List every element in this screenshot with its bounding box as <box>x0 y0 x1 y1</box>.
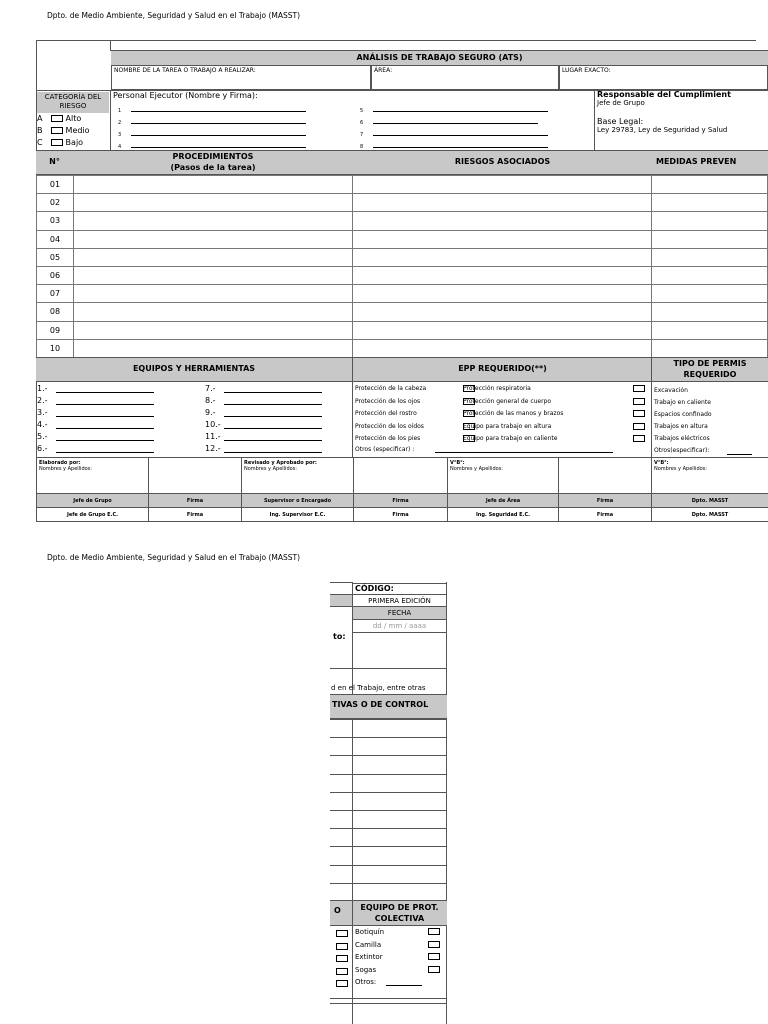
row-number: 01 <box>37 176 74 194</box>
collective-label: Botiquín <box>355 928 385 936</box>
risk-level-b: B Medio <box>37 126 90 135</box>
equipment-item <box>37 443 48 455</box>
title-top-strip <box>110 40 768 51</box>
procedure-cell[interactable] <box>74 212 353 230</box>
prepared-label: Elaborado por: <box>39 460 81 466</box>
row-number: 09 <box>37 321 74 339</box>
row-number: 02 <box>37 194 74 212</box>
epp-item <box>463 421 563 434</box>
table-row <box>37 194 768 212</box>
equipment-list-left <box>37 383 48 455</box>
personnel-numbers-left: 1 2 3 4 <box>118 108 122 150</box>
collective-item <box>355 951 445 964</box>
table-row <box>37 230 768 248</box>
risks-header: RIESGOS ASOCIADOS <box>454 157 551 166</box>
collective-label: Extintor <box>355 953 383 961</box>
signature-cell[interactable] <box>558 458 651 493</box>
procedure-cell[interactable] <box>74 230 353 248</box>
signature-role: Firma <box>148 494 241 508</box>
equipment-item <box>205 443 221 455</box>
page2-row-line <box>330 828 447 829</box>
epp-item <box>355 383 426 396</box>
equipment-number: 1.- <box>37 384 48 393</box>
collective-other <box>355 976 445 989</box>
personnel-line[interactable] <box>131 111 306 112</box>
measure-cell[interactable] <box>652 230 768 248</box>
checkbox[interactable] <box>51 139 63 146</box>
measure-cell[interactable] <box>652 321 768 339</box>
permit-item <box>654 385 712 397</box>
divider <box>352 900 353 1000</box>
divider <box>651 357 652 457</box>
page2-row-line <box>330 792 447 793</box>
equipment-number: 9.- <box>205 408 216 417</box>
personnel-line[interactable] <box>373 123 538 124</box>
epp-col2 <box>463 383 563 446</box>
signature-role: Firma <box>558 494 651 508</box>
checkbox[interactable] <box>336 930 348 937</box>
risk-cell[interactable] <box>353 194 652 212</box>
signature-role: Firma <box>353 508 447 522</box>
checkbox[interactable] <box>51 127 63 134</box>
name-hint: Nombres y Apellidos: <box>450 466 503 472</box>
table-row <box>37 176 768 194</box>
to-fragment: to: <box>333 632 346 641</box>
signature-role: Firma <box>353 494 447 508</box>
page2-row-line <box>330 774 447 775</box>
equipment-item <box>205 383 221 395</box>
permit-item <box>654 409 712 421</box>
risk-level-a: A Alto <box>37 114 82 123</box>
risk-cell[interactable] <box>353 266 652 284</box>
row-number: 08 <box>37 303 74 321</box>
equipment-item <box>37 419 48 431</box>
equipment-line[interactable] <box>56 428 154 429</box>
risk-levels <box>37 114 109 150</box>
procedure-cell[interactable] <box>74 339 353 357</box>
signature-cell[interactable] <box>241 458 353 493</box>
signature-role: Jefe de Grupo E.C. <box>36 508 148 522</box>
risk-cell[interactable] <box>353 176 652 194</box>
equipment-title: EQUIPOS Y HERRAMIENTAS <box>132 364 256 373</box>
signature-role: Jefe de Grupo <box>36 494 148 508</box>
collective-item <box>355 926 445 939</box>
measure-cell[interactable] <box>652 212 768 230</box>
signature-top-row <box>36 458 768 493</box>
signature-role: Firma <box>148 508 241 522</box>
procedure-cell[interactable] <box>74 321 353 339</box>
num-header: N° <box>49 157 60 166</box>
vobo-label: V°B°: <box>450 460 465 466</box>
signature-role: Dpto. MASST <box>651 508 768 522</box>
risk-cell[interactable] <box>353 285 652 303</box>
signature-role: Firma <box>558 508 651 522</box>
equipment-number: 8.- <box>205 396 216 405</box>
page2-row-line <box>330 883 447 884</box>
signature-row2 <box>36 508 768 522</box>
name-hint: Nombres y Apellidos: <box>244 466 297 472</box>
risk-cell[interactable] <box>353 303 652 321</box>
procedures-header: PROCEDIMIENTOS (Pasos de la tarea) <box>170 152 256 172</box>
equipment-line[interactable] <box>224 404 322 405</box>
code-label: CÓDIGO: <box>353 583 446 595</box>
permit-label: Otros(especificar): <box>654 447 710 454</box>
equipment-number: 12.- <box>205 444 221 453</box>
divider <box>330 998 447 999</box>
signature-row1 <box>36 494 768 508</box>
signature-cell[interactable] <box>447 458 558 493</box>
collective-other-line[interactable] <box>386 985 422 986</box>
epp-label: Protección general de cuerpo <box>463 397 552 405</box>
equipment-item <box>37 383 48 395</box>
epp-label: Protección del rostro <box>355 410 417 417</box>
equipment-line[interactable] <box>224 428 322 429</box>
exact-place-label: LUGAR EXACTO: <box>559 65 768 90</box>
risk-cell[interactable] <box>353 321 652 339</box>
page2-row-line <box>330 755 447 756</box>
task-name-label: NOMBRE DE LA TAREA O TRABAJO A REALIZAR: <box>111 65 371 90</box>
edition-label: PRIMERA EDICIÓN <box>353 595 446 607</box>
equipment-line[interactable] <box>56 440 154 441</box>
checkbox[interactable] <box>633 410 645 417</box>
epp-other: Otros (especificar) : <box>355 446 415 453</box>
divider <box>330 1003 447 1004</box>
table-row <box>37 212 768 230</box>
checkbox[interactable] <box>336 980 348 987</box>
page2-row-line <box>330 719 447 720</box>
equipment-number: 10.- <box>205 420 221 429</box>
equipment-line[interactable] <box>224 416 322 417</box>
reviewed-label: Revisado y Aprobado por: <box>244 460 317 466</box>
epp-item <box>355 408 426 421</box>
epp-item <box>463 408 563 421</box>
procedure-cell[interactable] <box>74 266 353 284</box>
procedure-cell[interactable] <box>74 194 353 212</box>
row-number: 04 <box>37 230 74 248</box>
checkbox[interactable] <box>428 953 440 960</box>
equipment-line[interactable] <box>224 452 322 453</box>
equipment-number: 2.- <box>37 396 48 405</box>
dept-header: Dpto. de Medio Ambiente, Seguridad y Salud en el Trabajo (MASST) <box>47 11 301 20</box>
collective-label: Sogas <box>355 965 377 974</box>
divider <box>110 90 111 150</box>
measures-fragment: TIVAS O DE CONTROL <box>332 700 429 709</box>
equipment-number: 6.- <box>37 444 48 453</box>
law-label: Ley 29783, Ley de Seguridad y Salud <box>597 126 728 134</box>
permit-title: TIPO DE PERMIS REQUERIDO <box>673 359 747 379</box>
table-row <box>37 303 768 321</box>
checkbox[interactable] <box>633 435 645 442</box>
collective-list <box>355 926 445 989</box>
table-row <box>37 285 768 303</box>
equipment-item <box>37 395 48 407</box>
permit-label: Trabajos en altura <box>654 423 708 430</box>
collective-item <box>355 964 445 977</box>
row-number: 10 <box>37 339 74 357</box>
epp-title: EPP REQUERIDO(**) <box>458 364 547 373</box>
checkbox[interactable] <box>336 955 348 962</box>
equipment-item <box>37 407 48 419</box>
collective-item <box>355 939 445 952</box>
signature-role: Ing. Seguridad E.C. <box>447 508 558 522</box>
equipment-item <box>205 407 221 419</box>
epp-label: Protección de los ojos <box>355 397 421 405</box>
procedure-cell[interactable] <box>74 176 353 194</box>
gray-fragment <box>330 594 352 607</box>
risk-category-label: CATEGORÍA DEL RIESGO <box>37 92 109 113</box>
measure-cell[interactable] <box>652 339 768 357</box>
permit-label: Espacios confinado <box>654 411 712 418</box>
measure-cell[interactable] <box>652 194 768 212</box>
collective-label: Camilla <box>355 940 382 949</box>
personnel-line[interactable] <box>373 111 548 112</box>
name-hint: Nombres y Apellidos: <box>39 466 92 472</box>
epp-label: Protección de la cabeza <box>355 385 427 392</box>
signature-role: Jefe de Área <box>447 494 558 508</box>
permit-label: Excavación <box>654 387 688 394</box>
equipment-number: 4.- <box>37 420 48 429</box>
epp-item <box>355 396 426 409</box>
table-row <box>37 321 768 339</box>
personnel-line[interactable] <box>373 135 548 136</box>
equipment-number: 7.- <box>205 384 216 393</box>
page2-row-line <box>330 865 447 866</box>
risk-cell[interactable] <box>353 230 652 248</box>
permit-item <box>654 433 712 445</box>
epp-label: Protección respiratoria <box>463 385 531 392</box>
collective-title: EQUIPO DE PROT. COLECTIVA <box>360 903 439 923</box>
procedure-cell[interactable] <box>74 285 353 303</box>
permit-item <box>654 445 712 457</box>
equipment-line[interactable] <box>56 452 154 453</box>
signature-cell[interactable] <box>36 458 148 493</box>
epp-label: Protección de los oídos <box>355 422 424 430</box>
vobo-label: V°B°: <box>654 460 669 466</box>
permit-item <box>654 397 712 409</box>
epp-item <box>355 421 426 434</box>
risk-cell[interactable] <box>353 212 652 230</box>
checkbox[interactable] <box>633 385 645 392</box>
procedure-cell[interactable] <box>74 248 353 266</box>
epp-other-line[interactable] <box>435 452 613 453</box>
signature-cell[interactable] <box>148 458 241 493</box>
personnel-line[interactable] <box>131 135 306 136</box>
checkbox[interactable] <box>51 115 63 122</box>
personnel-numbers-right: 5 6 7 8 <box>360 108 364 150</box>
epp-item <box>355 433 426 446</box>
measure-cell[interactable] <box>652 266 768 284</box>
checkbox[interactable] <box>428 941 440 948</box>
checkbox[interactable] <box>428 966 440 973</box>
divider <box>352 357 353 457</box>
equipment-line[interactable] <box>56 392 154 393</box>
row-number: 06 <box>37 266 74 284</box>
equipment-number: 5.- <box>37 432 48 441</box>
equipment-item <box>37 431 48 443</box>
signature-cell[interactable] <box>353 458 447 493</box>
o-fragment: O <box>334 906 341 915</box>
legal-base-label: Base Legal: <box>597 117 644 126</box>
steps-table <box>36 175 768 358</box>
date-field[interactable]: dd / mm / aaaa <box>353 620 446 633</box>
epp-item <box>463 383 563 396</box>
group-chief-label: Jefe de Grupo <box>597 99 645 107</box>
equipment-number: 3.- <box>37 408 48 417</box>
row-number: 03 <box>37 212 74 230</box>
epp-label: Equipo para trabajo en altura <box>463 422 552 430</box>
equipment-item <box>205 395 221 407</box>
equipment-line[interactable] <box>224 440 322 441</box>
equipment-line[interactable] <box>56 404 154 405</box>
page2-row-line <box>330 846 447 847</box>
measures-header: MEDIDAS PREVEN <box>656 157 737 166</box>
ats-title: ANÁLISIS DE TRABAJO SEGURO (ATS) <box>111 51 768 65</box>
permit-label: Trabajo en caliente <box>654 399 711 406</box>
personnel-label: Personal Ejecutor (Nombre y Firma): <box>113 91 258 100</box>
page2-row-line <box>330 737 447 738</box>
equipment-item <box>205 419 221 431</box>
page2-row-line <box>330 810 447 811</box>
checkbox[interactable] <box>336 943 348 950</box>
epp-label: Protección de las manos y brazos <box>463 410 564 417</box>
risk-cell[interactable] <box>353 339 652 357</box>
personnel-line[interactable] <box>373 147 548 148</box>
table-row <box>37 339 768 357</box>
epp-item <box>463 396 563 409</box>
equipment-list-right <box>205 383 221 455</box>
permit-label: Trabajos eléctricos <box>654 435 710 442</box>
date-label: FECHA <box>353 607 446 620</box>
checkbox[interactable] <box>633 423 645 430</box>
collective-other-label: Otros: <box>355 978 377 986</box>
row-number: 05 <box>37 248 74 266</box>
permit-list <box>654 385 712 457</box>
signature-role: Supervisor o Encargado <box>241 494 353 508</box>
name-hint: Nombres y Apellidos: <box>654 466 707 472</box>
risk-level-c: C Bajo <box>37 138 84 147</box>
epp-item <box>463 433 563 446</box>
signature-role: Dpto. MASST <box>651 494 768 508</box>
permit-other-line[interactable] <box>727 454 752 455</box>
equipment-line[interactable] <box>224 392 322 393</box>
checkbox[interactable] <box>633 398 645 405</box>
risk-cell[interactable] <box>353 248 652 266</box>
equipment-line[interactable] <box>56 416 154 417</box>
law-fragment: d en el Trabajo, entre otras <box>331 684 426 692</box>
divider <box>330 582 352 583</box>
procedure-cell[interactable] <box>74 303 353 321</box>
checkbox[interactable] <box>336 968 348 975</box>
table-row <box>37 266 768 284</box>
signature-cell[interactable] <box>651 458 768 493</box>
personnel-line[interactable] <box>131 147 306 148</box>
epp-label: Protección de los pies <box>355 435 421 442</box>
dept-header-2: Dpto. de Medio Ambiente, Seguridad y Salud en el Trabajo (MASST) <box>47 553 301 562</box>
responsible-label: Responsable del Cumplimient <box>597 90 731 99</box>
divider <box>330 668 447 669</box>
responsible-box <box>594 90 768 150</box>
measure-cell[interactable] <box>652 248 768 266</box>
measure-cell[interactable] <box>652 285 768 303</box>
permit-item <box>654 421 712 433</box>
row-number: 07 <box>37 285 74 303</box>
equipment-item <box>205 431 221 443</box>
table-row <box>37 248 768 266</box>
equipment-number: 11.- <box>205 432 221 441</box>
epp-col1 <box>355 383 426 446</box>
checkbox[interactable] <box>428 928 440 935</box>
epp-label: Equipo para trabajo en caliente <box>463 435 558 442</box>
personnel-line[interactable] <box>131 123 306 124</box>
signature-role: Ing. Supervisor E.C. <box>241 508 353 522</box>
measure-cell[interactable] <box>652 176 768 194</box>
measure-cell[interactable] <box>652 303 768 321</box>
area-label: ÁREA: <box>371 65 559 90</box>
